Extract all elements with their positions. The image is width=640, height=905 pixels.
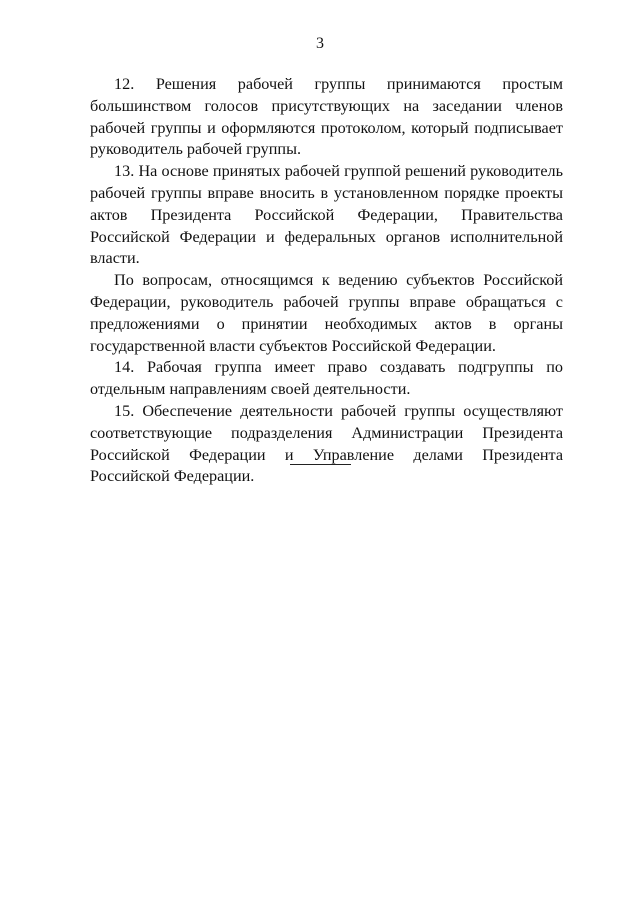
page-number: 3 (316, 35, 324, 52)
paragraph-item-13: 13. На основе принятых рабочей группой решений руководитель рабочей группы вправе вносить в установленном порядке проекты актов Президента Российской Федерации, Правительства Российской Федерации и федеральных органов исполнительной власти. (90, 162, 563, 268)
paragraph-item-14: 14. Рабочая группа имеет право создавать подгруппы по отдельным направлениям своей деятельности. (90, 358, 563, 399)
paragraph-item-15: 15. Обеспечение деятельности рабочей группы осуществляют соответствующие подразделения Администрации Президента Российской Федерации и Управление делами Президента Российской Федерации. (90, 401, 563, 486)
document-body (90, 74, 563, 488)
paragraph-item-12: 12. Решения рабочей группы принимаются простым большинством голосов присутствующих на заседании членов рабочей группы и оформляются протоколом, который подписывает руководитель рабочей группы. (90, 75, 563, 159)
paragraph-item-13-continued: По вопросам, относящимся к ведению субъектов Российской Федерации, руководитель рабочей группы вправе обращаться с предложениями о принятии необходимых актов в органы государственной власти субъектов Российской Федерации. (90, 271, 563, 355)
end-of-text-divider (290, 464, 351, 465)
